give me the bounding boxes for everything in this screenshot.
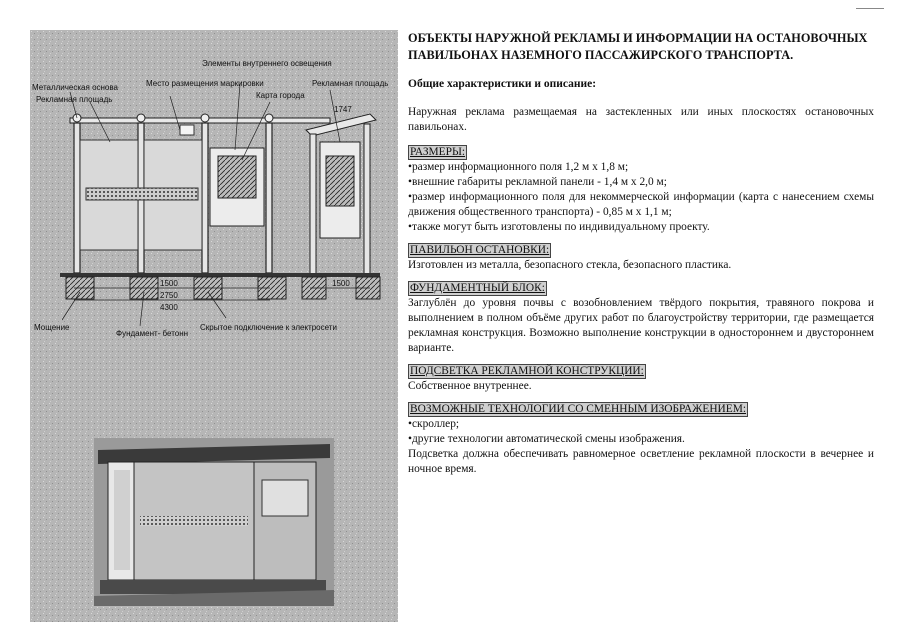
section-heading: ПОДСВЕТКА РЕКЛАМНОЙ КОНСТРУКЦИИ: bbox=[410, 365, 644, 377]
section-line: Подсветка должна обеспечивать равномерное осветление рекламной плоскости в вечернее и ночное время. bbox=[408, 448, 874, 475]
section-line: Изготовлен из металла, безопасного стекла, безопасного пластика. bbox=[408, 259, 732, 271]
section-lighting bbox=[408, 356, 874, 394]
corner-line bbox=[856, 8, 884, 9]
page-title: ОБЪЕКТЫ НАРУЖНОЙ РЕКЛАМЫ И ИНФОРМАЦИИ НА ОСТАНОВОЧНЫХ ПАВИЛЬОНАХ НАЗЕМНОГО ПАССАЖИРСКОГО ТРАНСПОРТА. bbox=[408, 31, 868, 62]
section-line: •внешние габариты рекламной панели - 1,4 м х 2,0 м; bbox=[408, 176, 667, 188]
label-ad-surface-side: Рекламная площадь bbox=[312, 79, 389, 88]
label-lighting: Элементы внутреннего освещения bbox=[202, 59, 332, 68]
section-technologies bbox=[408, 394, 874, 477]
dim-label: 4300 bbox=[160, 303, 178, 312]
section-line: Заглублён до уровня почвы с возобновлением твёрдого покрытия, травяного покрова и выполнением в полном объёме других работ по благоустройству территории, где размещается рекламная конструкция. Возможно выполнение конструкции в одностороннем и двустороннем варианте. bbox=[408, 297, 874, 354]
label-ad-surface: Рекламная площадь bbox=[36, 95, 113, 104]
section-line: •размер информационного поля для некоммерческой информации (карта с нанесением схемы движения общественного транспорта) - 0,85 м х 1,1 м; bbox=[408, 191, 874, 218]
section-heading: ПАВИЛЬОН ОСТАНОВКИ: bbox=[410, 244, 550, 256]
description-column bbox=[408, 30, 874, 477]
label-foundation: Фундамент- бетонн bbox=[116, 329, 189, 338]
section-heading: РАЗМЕРЫ: bbox=[410, 146, 466, 158]
general-heading: Общие характеристики и описание: bbox=[408, 78, 597, 90]
section-heading: ФУНДАМЕНТНЫЙ БЛОК: bbox=[410, 282, 545, 294]
label-city-map: Карта города bbox=[256, 91, 305, 100]
pavilion-photo bbox=[94, 438, 334, 606]
section-pavilion bbox=[408, 235, 874, 273]
pavilion-drawing bbox=[30, 30, 398, 622]
section-foundation bbox=[408, 273, 874, 356]
label-metal-frame: Металлическая основа bbox=[32, 83, 118, 92]
section-line: •скроллер; bbox=[408, 418, 460, 430]
intro-text: Наружная реклама размещаемая на застекленных или иных плоскостях остановочных павильонах. bbox=[408, 106, 874, 133]
section-line: •другие технологии автоматической смены изображения. bbox=[408, 433, 685, 445]
dim-label: 2750 bbox=[160, 291, 178, 300]
section-line: •размер информационного поля 1,2 м х 1,8 м; bbox=[408, 161, 629, 173]
section-sizes bbox=[408, 135, 874, 235]
section-line: Собственное внутреннее. bbox=[408, 380, 532, 392]
pavilion-figure bbox=[30, 30, 398, 622]
dim-label: 1500 bbox=[160, 279, 178, 288]
section-line: •также могут быть изготовлены по индивидуальному проекту. bbox=[408, 221, 710, 233]
label-power: Скрытое подключение к электросети bbox=[200, 323, 337, 332]
dim-label: 1500 bbox=[332, 279, 350, 288]
dim-label: 1747 bbox=[334, 105, 352, 114]
label-marking-place: Место размещения маркировки bbox=[146, 79, 264, 88]
label-paving: Мощение bbox=[34, 323, 70, 332]
section-heading: ВОЗМОЖНЫЕ ТЕХНОЛОГИИ СО СМЕННЫМ ИЗОБРАЖЕНИЕМ: bbox=[410, 403, 747, 415]
